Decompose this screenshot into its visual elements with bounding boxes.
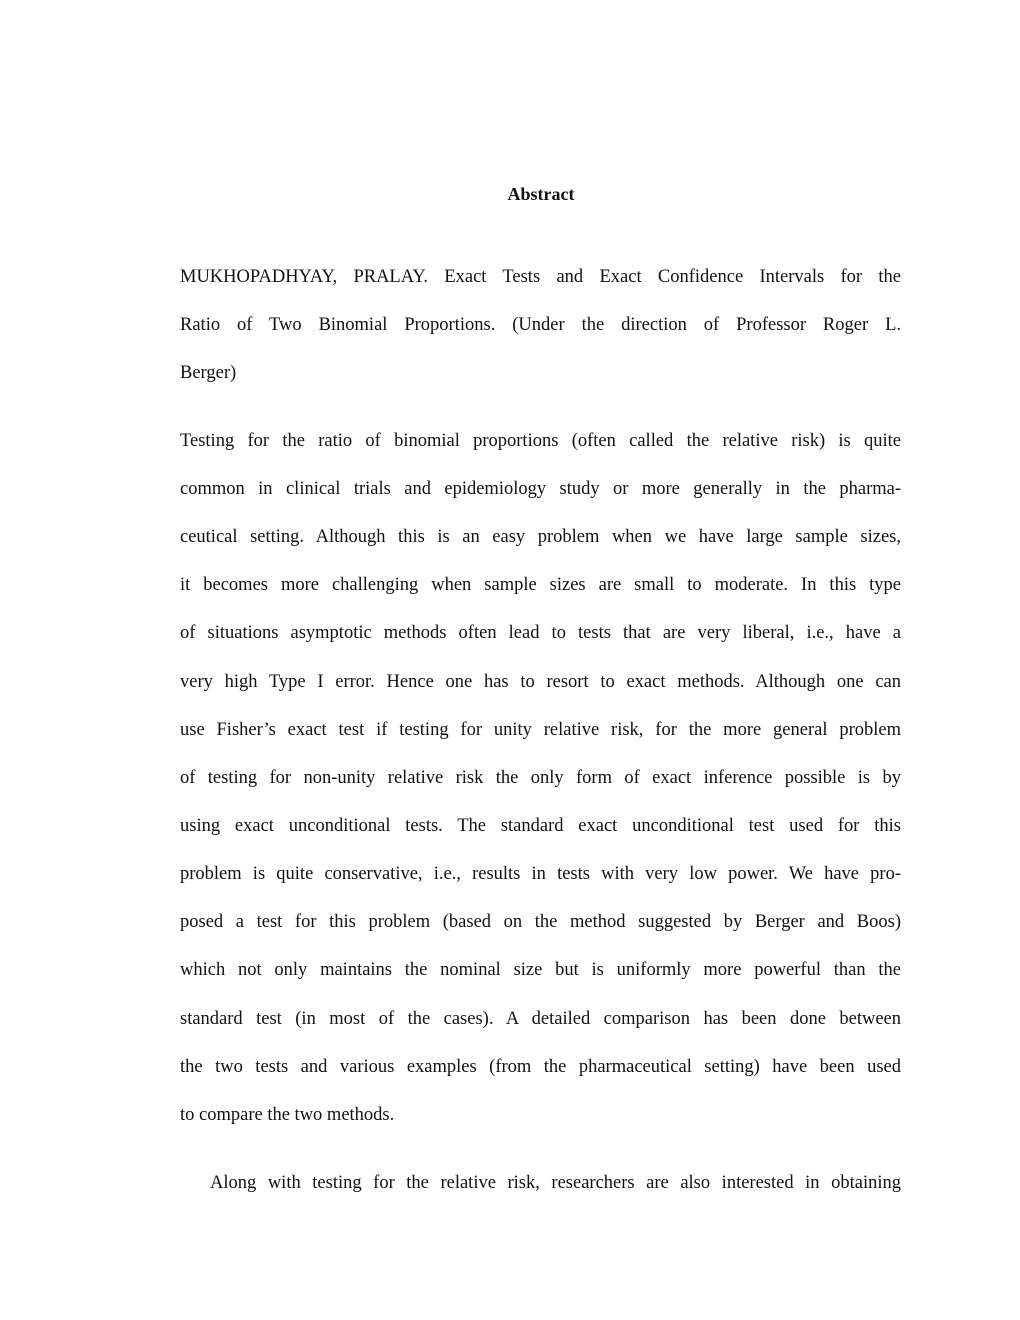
paragraph-line: to compare the two methods.: [180, 1105, 395, 1125]
paragraph-line: which not only maintains the nominal size but is uniformly more powerful than the: [180, 960, 901, 980]
paragraph-line: Along with testing for the relative risk, researchers are also interested in obtaining: [210, 1173, 901, 1193]
paragraph-line: it becomes more challenging when sample sizes are small to moderate. In this type: [180, 575, 901, 595]
paragraph-line: the two tests and various examples (from the pharmaceutical setting) have been used: [180, 1057, 901, 1077]
header-line: Ratio of Two Binomial Proportions. (Under the direction of Professor Roger L.: [180, 315, 901, 335]
abstract-title: Abstract: [507, 184, 575, 204]
paragraph-line: of testing for non-unity relative risk the only form of exact inference possible is by: [180, 768, 901, 788]
paragraph-line: common in clinical trials and epidemiology study or more generally in the pharma-: [180, 479, 901, 499]
paragraph-line: using exact unconditional tests. The standard exact unconditional test used for this: [180, 816, 901, 836]
paragraph-line: use Fisher’s exact test if testing for unity relative risk, for the more general problem: [180, 720, 901, 740]
header-line: Berger): [180, 363, 237, 383]
paragraph-line: posed a test for this problem (based on the method suggested by Berger and Boos): [180, 912, 901, 932]
paragraph-line: standard test (in most of the cases). A detailed comparison has been done between: [180, 1009, 901, 1029]
paragraph-line: problem is quite conservative, i.e., results in tests with very low power. We have pro-: [180, 864, 901, 884]
paragraph-line: of situations asymptotic methods often lead to tests that are very liberal, i.e., have a: [180, 623, 901, 643]
paragraph-line: ceutical setting. Although this is an easy problem when we have large sample sizes,: [180, 527, 901, 547]
paragraph-line: very high Type I error. Hence one has to resort to exact methods. Although one can: [180, 672, 901, 692]
paragraph-line: Testing for the ratio of binomial proportions (often called the relative risk) is quite: [180, 431, 901, 451]
header-line: MUKHOPADHYAY, PRALAY. Exact Tests and Exact Confidence Intervals for the: [180, 267, 901, 287]
